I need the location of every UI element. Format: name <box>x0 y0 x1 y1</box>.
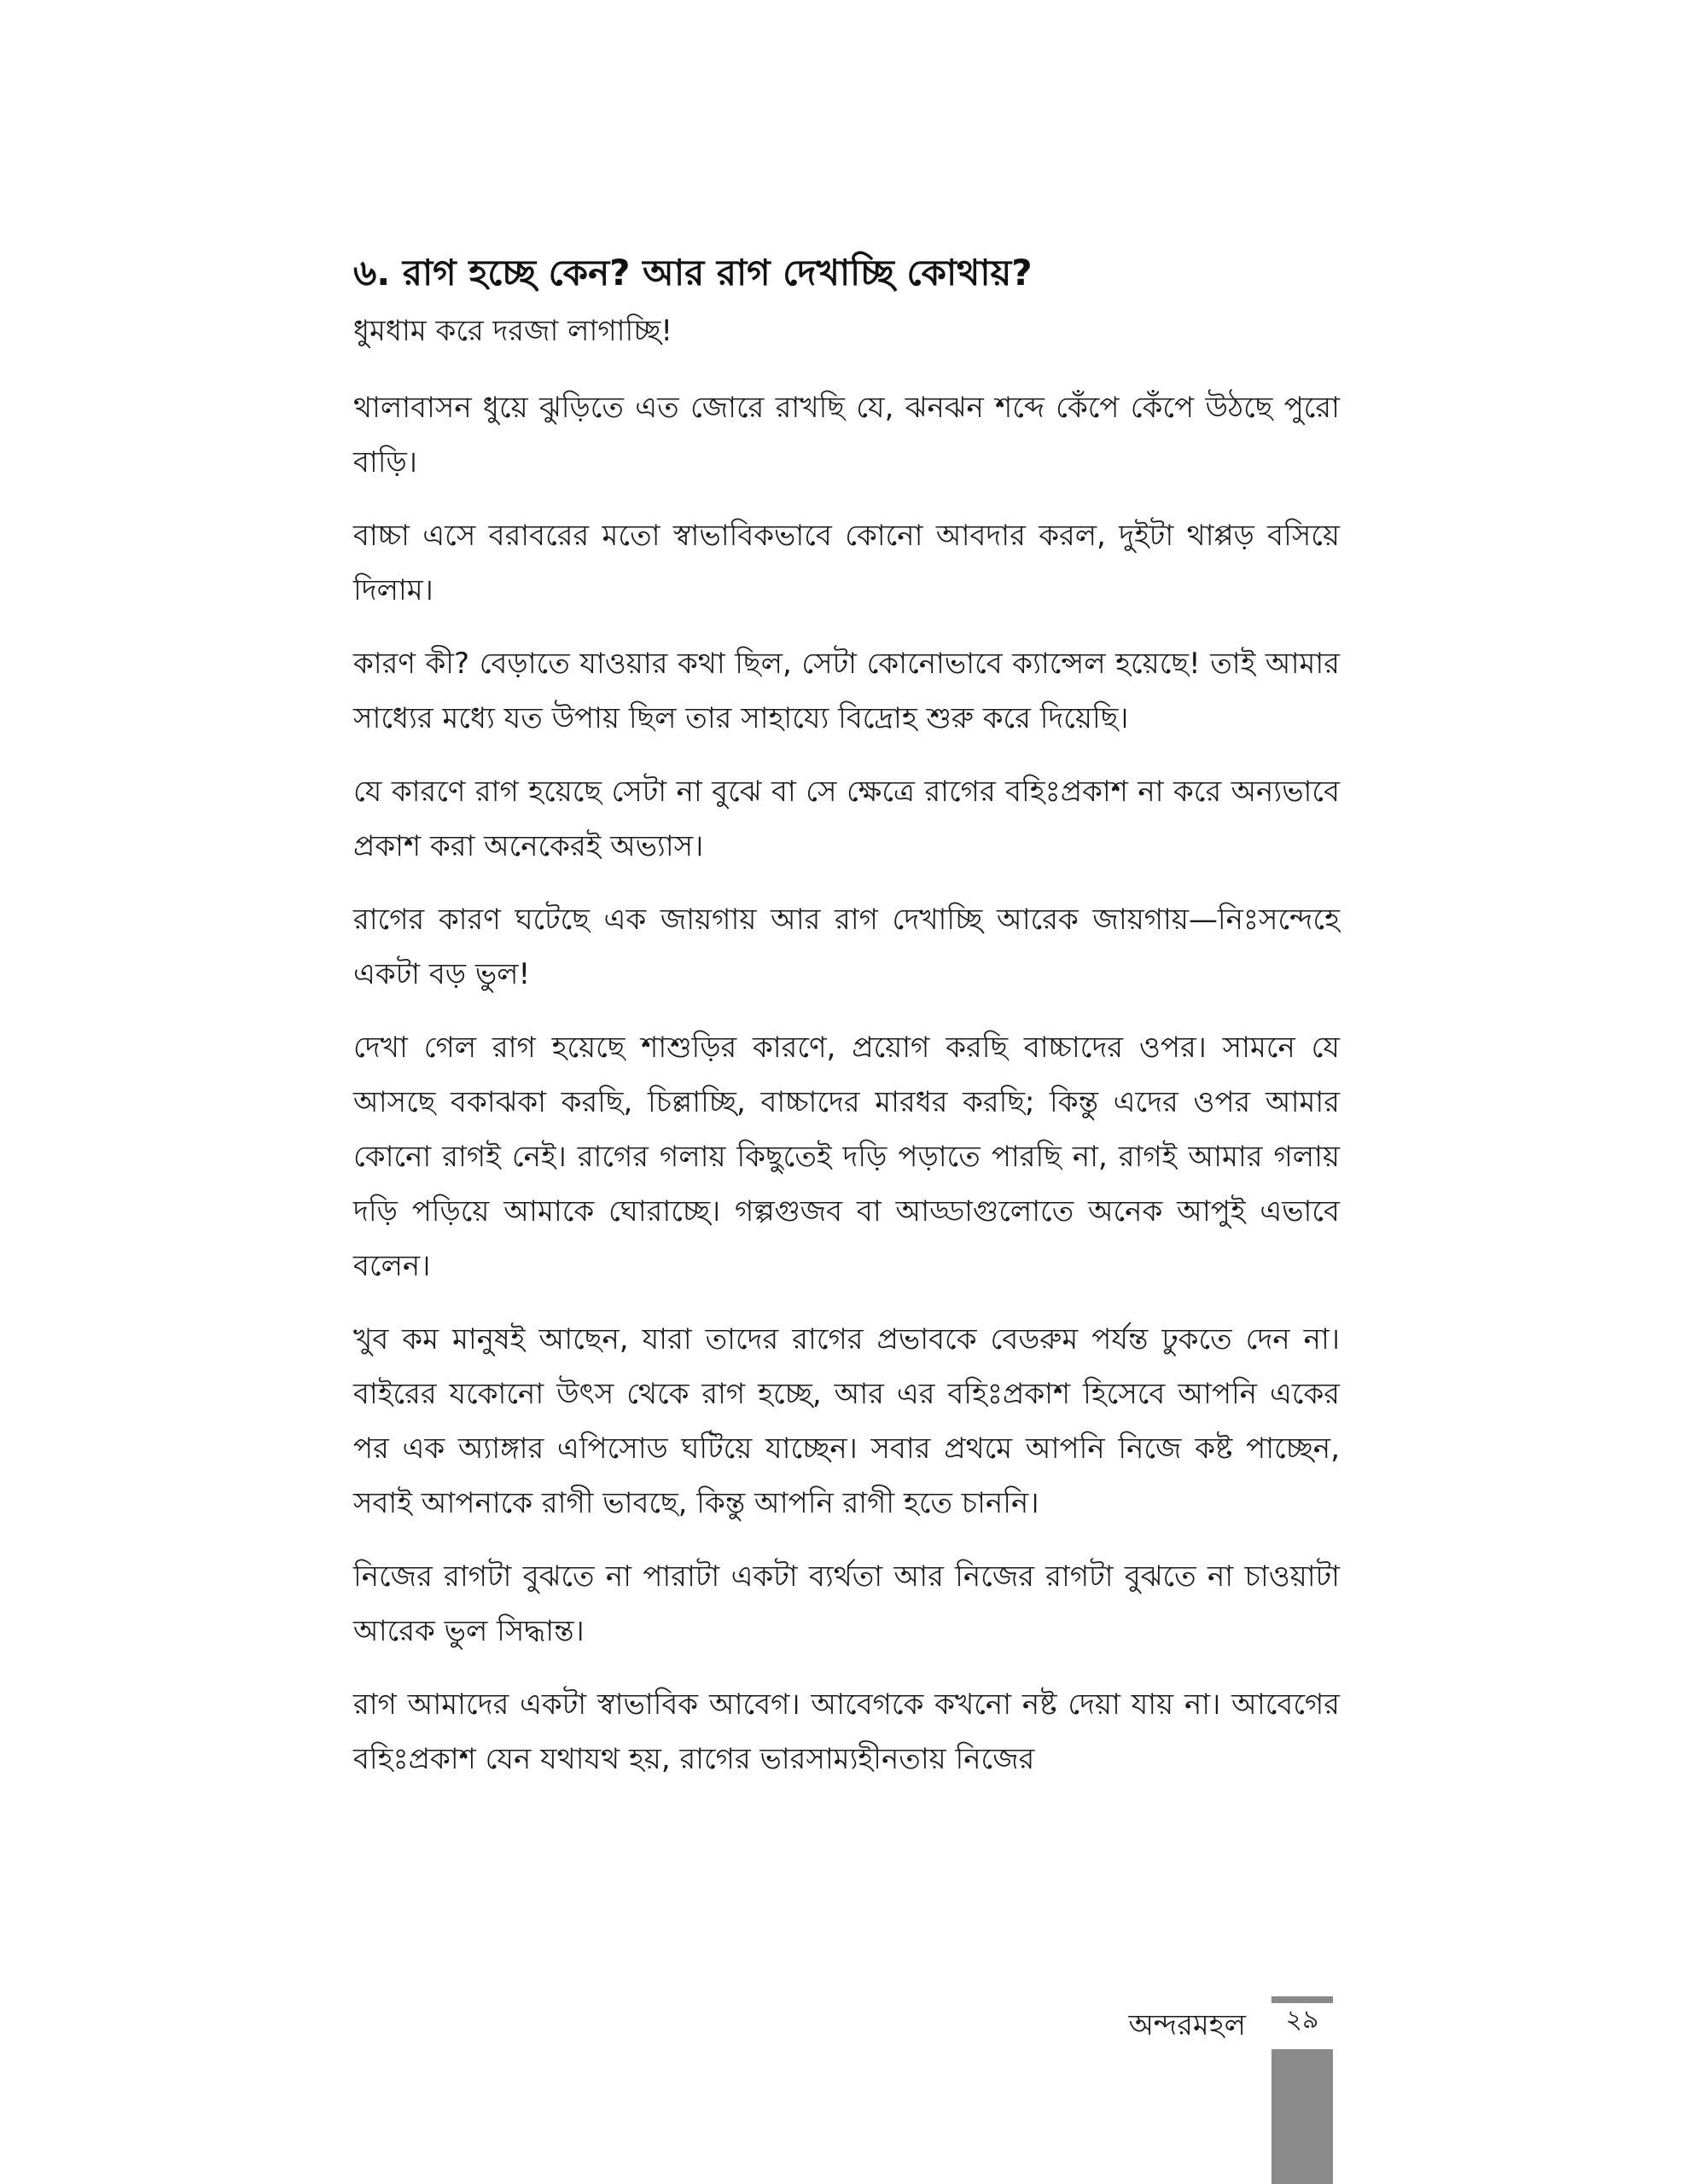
paragraph-7: দেখা গেল রাগ হয়েছে শাশুড়ির কারণে, প্রয়োগ করছি বাচ্চাদের ওপর। সামনে যে আসছে বকাঝকা করছি, চিল্লাচ্ছি, বাচ্চাদের মারধর করছি; কিন্তু এদের ওপর আমার কোনো রাগই নেই। রাগের গলায় কিছুতেই দড়ি পড়াতে পারছি না, রাগই আমার গলায় দড়ি পড়িয়ে আমাকে ঘোরাচ্ছে। গল্পগুজব বা আড্ডাগুলোতে অনেক আপুই এভাবে বলেন। <box>353 1031 1340 1283</box>
chapter-title: ৬. রাগ হচ্ছে কেন? আর রাগ দেখাচ্ছি কোথায়? <box>353 252 1033 293</box>
page-number-topbar <box>1271 1996 1333 2003</box>
paragraph-4: কারণ কী? বেড়াতে যাওয়ার কথা ছিল, সেটা কোনোভাবে ক্যান্সেল হয়েছে! তাই আমার সাধ্যের মধ্যে যত উপায় ছিল তার সাহায্যে বিদ্রোহ শুরু করে দিয়েছি। <box>353 647 1340 735</box>
paragraph-5: যে কারণে রাগ হয়েছে সেটা না বুঝে বা সে ক্ষেত্রে রাগের বহিঃপ্রকাশ না করে অন্যভাবে প্রকাশ করা অনেকেরই অভ্যাস। <box>353 775 1340 863</box>
running-head: অন্দরমহল <box>1128 2008 1246 2042</box>
page-edge-tab <box>1271 2049 1333 2184</box>
paragraph-9: নিজের রাগটা বুঝতে না পারাটা একটা ব্যর্থতা আর নিজের রাগটা বুঝতে না চাওয়াটা আরেক ভুল সিদ্ধান্ত। <box>353 1560 1340 1648</box>
page-number: ২৯ <box>1285 2005 1319 2035</box>
paragraph-1: ধুমধাম করে দরজা লাগাচ্ছি! <box>353 314 673 348</box>
paragraph-6: রাগের কারণ ঘটেছে এক জায়গায় আর রাগ দেখাচ্ছি আরেক জায়গায়—নিঃসন্দেহে একটা বড় ভুল! <box>353 903 1340 991</box>
paragraph-2: থালাবাসন ধুয়ে ঝুড়িতে এত জোরে রাখছি যে, ঝনঝন শব্দে কেঁপে কেঁপে উঠছে পুরো বাড়ি। <box>353 391 1340 479</box>
paragraph-10: রাগ আমাদের একটা স্বাভাবিক আবেগ। আবেগকে কখনো নষ্ট দেয়া যায় না। আবেগের বহিঃপ্রকাশ যেন যথাযথ হয়, রাগের ভারসাম্যহীনতায় নিজের <box>353 1687 1340 1776</box>
page-content <box>353 247 1340 1805</box>
page-number-block <box>1271 1996 1333 2037</box>
paragraph-3: বাচ্চা এসে বরাবরের মতো স্বাভাবিকভাবে কোনো আবদার করল, দুইটা থাপ্পড় বসিয়ে দিলাম। <box>353 519 1340 607</box>
paragraph-8: খুব কম মানুষই আছেন, যারা তাদের রাগের প্রভাবকে বেডরুম পর্যন্ত ঢুকতে দেন না। বাইরের যকোনো উৎস থেকে রাগ হচ্ছে, আর এর বহিঃপ্রকাশ হিসেবে আপনি একের পর এক অ্যাঙ্গার এপিসোড ঘটিয়ে যাচ্ছেন। সবার প্রথমে আপনি নিজে কষ্ট পাচ্ছেন, সবাই আপনাকে রাগী ভাবছে, কিন্তু আপনি রাগী হতে চাননি। <box>353 1322 1340 1520</box>
